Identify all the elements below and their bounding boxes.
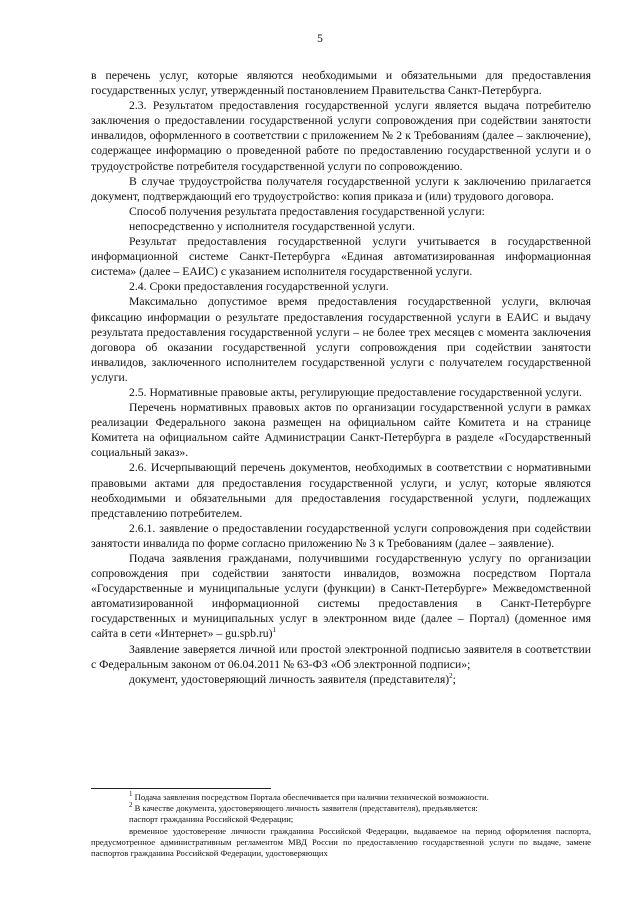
paragraph-text: В случае трудоустройства получателя государственной услуги к заключению прилагается документ, подтверждающий его трудоустройство: копия приказа и (или) трудового договора. xyxy=(91,174,591,203)
paragraph-text: Способ получения результата предоставления государственной услуги: xyxy=(129,204,485,218)
document-body xyxy=(91,68,591,687)
paragraph xyxy=(91,234,591,279)
footnotes xyxy=(91,792,591,859)
paragraph xyxy=(91,460,591,520)
paragraph xyxy=(91,551,591,642)
footnote-ref: 2 xyxy=(449,671,453,680)
paragraph-text: Перечень нормативных правовых актов по организации государственной услуги в рамках реализации Федерального закона размещен на официальном сайте Комитета и на странице Комитета на официальном сайте Администрации Санкт-Петербурга в разделе «Государственный социальный заказ». xyxy=(91,401,591,460)
paragraph-text: в перечень услуг, которые являются необходимыми и обязательными для предоставления государственных услуг, утвержденный постановлением Правительства Санкт-Петербурга. xyxy=(91,69,591,98)
footnote-mark: 2 xyxy=(129,801,133,810)
paragraph xyxy=(91,219,591,234)
paragraph-text: документ, удостоверяющий личность заявителя (представителя) xyxy=(129,672,450,686)
paragraph xyxy=(91,98,591,173)
paragraph-suffix: ; xyxy=(452,672,456,686)
footnote xyxy=(91,826,591,860)
footnote-text: временное удостоверение личности гражданина Российской Федерации, выдаваемое на период оформления паспорта, предусмотренное административным регламентом МВД России по предоставлению государственной услуги по выдаче, замене паспортов гражданина Российской Федерации, удостоверяющих xyxy=(91,825,591,859)
footnote-text: Подача заявления посредством Портала обеспечивается при наличии технической возможности. xyxy=(134,792,489,802)
paragraph-text: непосредственно у исполнителя государственной услуги. xyxy=(129,219,415,233)
paragraph xyxy=(91,642,591,672)
footnote-separator xyxy=(91,788,271,789)
footnote-ref: 1 xyxy=(272,626,277,635)
paragraph xyxy=(91,279,591,294)
paragraph xyxy=(91,385,591,400)
paragraph xyxy=(91,174,591,204)
footnote-mark: 1 xyxy=(129,790,133,799)
paragraph-text: Максимально допустимое время предоставления государственной услуги, включая фиксацию информации о результате предоставления государственной услуги в ЕАИС и выдачу результата предоставления государственной услуги – не более трех месяцев с момента заключения договора об оказании государственной услуги сопровождения при содействии занятости инвалидов, заключенного исполнителем государственной услуги с получателем государственной услуги. xyxy=(91,295,591,384)
footnote xyxy=(91,803,591,814)
paragraph xyxy=(91,672,591,687)
footnote-text: В качестве документа, удостоверяющего личность заявителя (представителя), предъявляется: xyxy=(134,803,478,814)
paragraph xyxy=(91,204,591,219)
paragraph-text: 2.3. Результатом предоставления государственной услуги является выдача потребителю заключения о предоставлении государственной услуги сопровождения при содействии занятости инвалидов, оформленного в соответствии с приложением № 2 к Требованиям (далее – заключение), содержащее информацию о проведенной работе по предоставлению государственной услуги и о трудоустройстве потребителя государственной услуги по сопровождению. xyxy=(91,99,591,173)
paragraph xyxy=(91,294,591,385)
paragraph xyxy=(91,400,591,460)
paragraph xyxy=(91,68,591,98)
paragraph-text: 2.5. Нормативные правовые акты, регулирующие предоставление государственной услуги. xyxy=(129,385,582,399)
paragraph-text: 2.4. Сроки предоставления государственной услуги. xyxy=(129,280,389,294)
paragraph-text: 2.6. Исчерпывающий перечень документов, необходимых в соответствии с нормативными правовыми актами для предоставления государственной услуги, и услуг, которые являются необходимыми и обязательными для предоставления государственной услуги, подлежащих представлению потребителем. xyxy=(91,461,591,520)
paragraph-text: Подача заявления гражданами, получившими государственную услугу по организации сопровождения при содействии занятости инвалидов, возможна посредством Портала «Государственные и муниципальные услуги (функции) в Санкт-Петербурге» Межведомственной автоматизированной информационной системы предоставления в Санкт-Петербурге государственных и муниципальных услуг в электронном виде (далее – Портал) (доменное имя сайта в сети «Интернет» – gu.spb.ru) xyxy=(91,552,591,641)
paragraph-text: Заявление заверяется личной или простой электронной подписью заявителя в соответствии с Федеральным законом от 06.04.2011 № 63-ФЗ «Об электронной подписи»; xyxy=(91,642,591,671)
page-number: 5 xyxy=(317,33,323,45)
footnote xyxy=(91,814,591,825)
footnote xyxy=(91,792,591,803)
paragraph xyxy=(91,521,591,551)
paragraph-text: 2.6.1. заявление о предоставлении государственной услуги сопровождения при содействии занятости инвалида по форме согласно приложению № 3 к Требованиям (далее – заявление). xyxy=(91,521,591,550)
footnote-text: паспорт гражданина Российской Федерации; xyxy=(129,814,294,825)
paragraph-text: Результат предоставления государственной услуги учитывается в государственной информационной системе Санкт-Петербурга «Единая автоматизированная информационная система» (далее – ЕАИС) с указанием исполнителя государственной услуги. xyxy=(91,235,591,279)
